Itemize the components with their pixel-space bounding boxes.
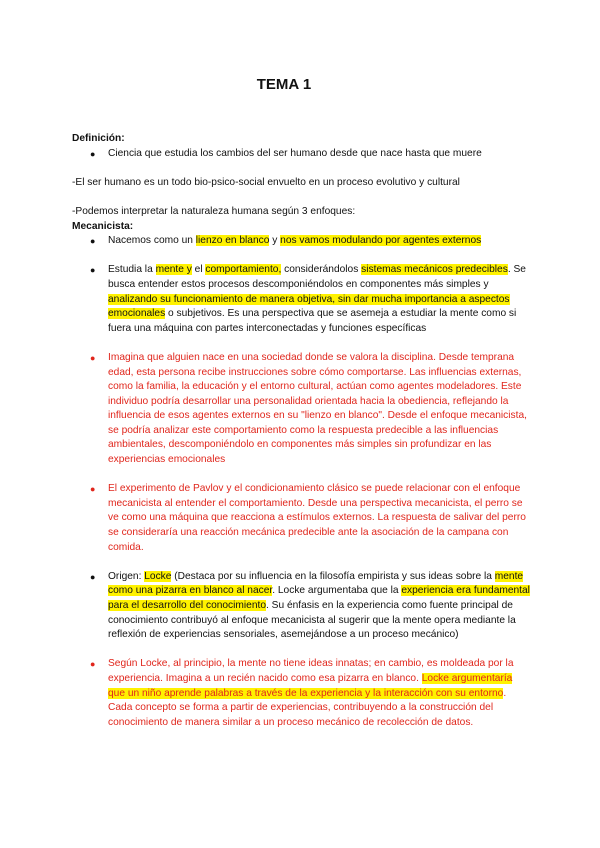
- text-span: Nacemos como un: [108, 235, 196, 247]
- list-item-example-locke: [72, 657, 532, 730]
- list-item: [72, 147, 532, 162]
- text-span: el: [191, 264, 206, 276]
- bullet-icon: ●: [90, 236, 96, 247]
- highlighted-text: analizando su funcionamiento de manera objetiva, sin dar mucha importancia a aspectos emocionales: [108, 293, 510, 320]
- text-span: y: [269, 235, 281, 247]
- highlighted-text: comportamiento,: [205, 264, 282, 276]
- bullet-icon: ●: [90, 484, 96, 495]
- list-item-text: Imagina que alguien nace en una sociedad donde se valora la disciplina. Desde temprana edad, esta persona recibe instrucciones sobre cómo comportarse. Las influencias externas, como la familia, la educación y el entorno cultural, actúan como agentes modeladores. Este individuo podría desarrollar una personalidad orientada hacia la obediencia, reflejando la influencia de esos agentes externos en su "lienzo en blanco". Desde el enfoque mecanicista, se podría analizar este comportamiento como la respuesta predecible a las influencias ambientales, descomponiéndolo en componentes más simples sin profundizar en las experiencias emocionales: [108, 351, 527, 466]
- bullet-icon: ●: [90, 571, 96, 582]
- text-span: Origen:: [108, 570, 145, 582]
- list-item-text: Ciencia que estudia los cambios del ser humano desde que nace hasta que muere: [108, 147, 482, 159]
- highlighted-text: Locke argumentaría que un niño aprende palabras a través de la experiencia y la interacción con su entorno: [108, 672, 513, 699]
- definicion-list: [72, 147, 532, 162]
- text-span: . Cada concepto se forma a partir de experiencias, contribuyendo a la construcción del conocimiento de manera similar a un proceso mecánico de recolección de datos.: [108, 687, 507, 728]
- text-span: . Su énfasis en la experiencia como fuente principal de conocimiento contribuyó al enfoque mecanicista al sugerir que la mente opera mediante la reflexión de experiencias sensoriales, asemejándose a un proceso mecánico): [108, 600, 516, 641]
- highlighted-text: sistemas mecánicos predecibles: [361, 264, 508, 276]
- mecanicista-heading: Mecanicista:: [72, 220, 134, 232]
- list-item-origen: [72, 570, 532, 643]
- highlighted-text: nos vamos modulando por agentes externos: [280, 235, 482, 247]
- bullet-icon: ●: [90, 659, 96, 670]
- document-body: [72, 132, 532, 730]
- list-item-example-pavlov: [72, 482, 532, 555]
- text-span: o subjetivos. Es una perspectiva que se asemeja a estudiar la mente como si fuera una máquina con partes interconectadas y funciones específicas: [108, 308, 517, 334]
- list-item-text: El experimento de Pavlov y el condicionamiento clásico se puede relacionar con el enfoque mecanicista al entender el comportamiento. Desde una perspectiva mecanicista, el perro se ve como una máquina que reacciona a estímulos externos. La respuesta de salivar del perro se consideraría una reacción mecánica predecible ante la asociación de la campana con comida.: [108, 483, 526, 553]
- highlighted-text: mente y: [155, 264, 192, 276]
- text-span: . Se busca entender estos procesos descomponiéndolos en componentes más simples y: [108, 264, 526, 290]
- highlighted-text: Locke: [144, 570, 172, 582]
- paragraph-bio-psico-social: -El ser humano es un todo bio-psico-social envuelto en un proceso evolutivo y cultural: [72, 176, 460, 188]
- paragraph-enfoques: -Podemos interpretar la naturaleza humana según 3 enfoques:: [72, 205, 356, 217]
- bullet-icon: ●: [90, 148, 96, 159]
- page-title: TEMA 1: [256, 76, 312, 93]
- bullet-icon: ●: [90, 265, 96, 276]
- bullet-icon: ●: [90, 352, 96, 363]
- text-span: . Locke argumentaba que la: [272, 585, 402, 597]
- text-span: considerándolos: [281, 264, 362, 276]
- mecanicista-list: [72, 234, 532, 730]
- list-item-example-society: [72, 351, 532, 468]
- text-span: Estudia la: [108, 264, 156, 276]
- list-item: [72, 234, 532, 249]
- text-span: Según Locke, al principio, la mente no tiene ideas innatas; en cambio, es moldeada por la experiencia. Imagina a un recién nacido como esa pizarra en blanco.: [108, 658, 514, 684]
- highlighted-text: experiencia era fundamental para el desarrollo del conocimiento: [108, 585, 530, 611]
- definicion-heading: Definición:: [72, 133, 125, 144]
- highlighted-text: lienzo en blanco: [195, 235, 270, 247]
- highlighted-text: mente como una pizarra en blanco al nacer: [108, 570, 524, 597]
- text-span: (Destaca por su influencia en la filosofía empirista y sus ideas sobre la: [171, 570, 495, 582]
- list-item: [72, 263, 532, 336]
